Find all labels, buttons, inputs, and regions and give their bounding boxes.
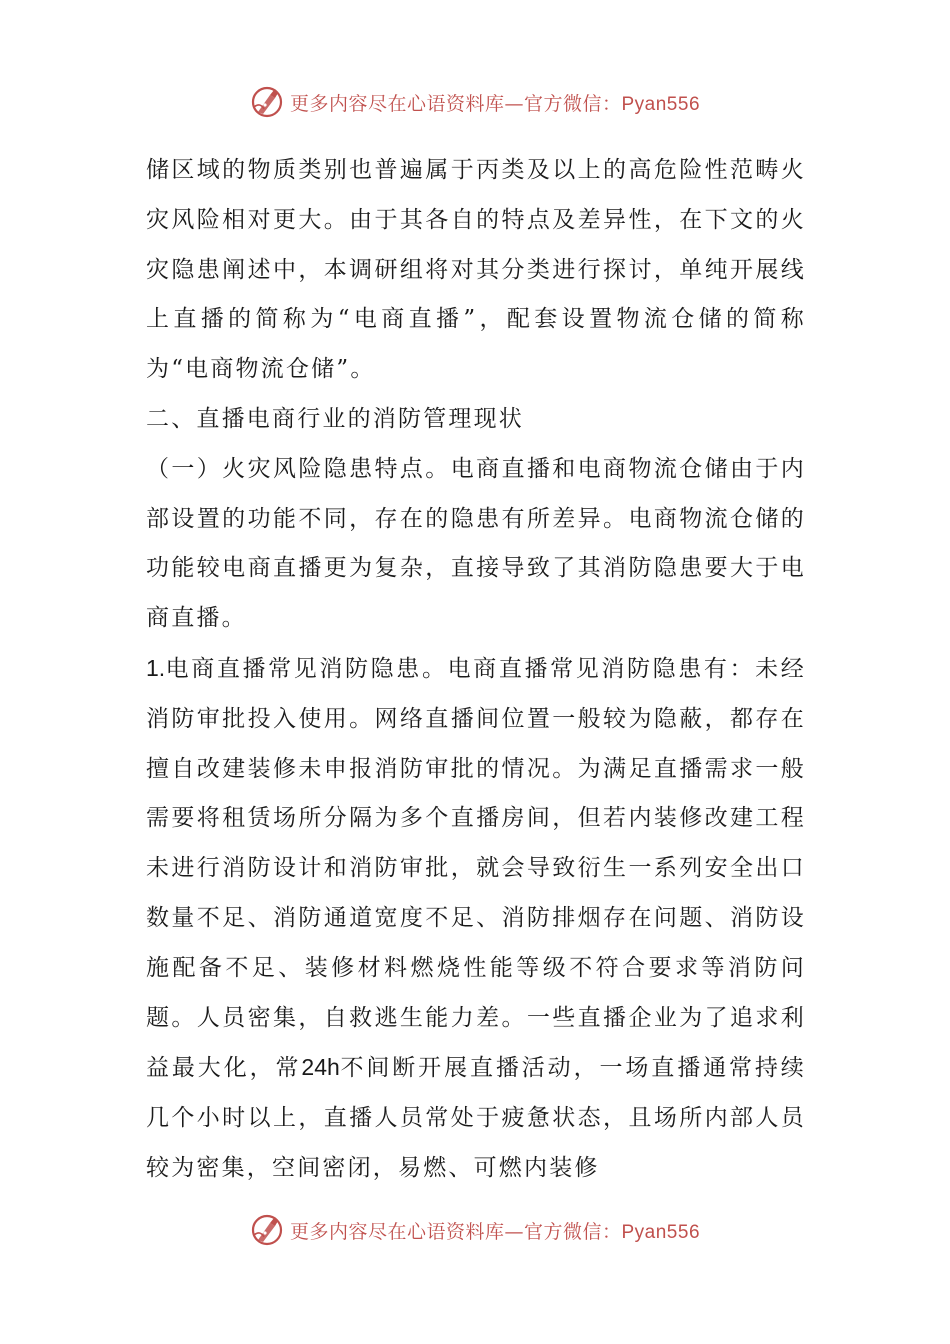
pen-nib-logo-icon [250, 1213, 284, 1247]
list-number: 1. [146, 654, 166, 681]
paragraph-risk-features: （一）火灾风险隐患特点。电商直播和电商物流仓储由于内部设置的功能不同，存在的隐患有所差异。电商物流仓储的功能较电商直播更为复杂，直接导致了其消防隐患要大于电商直播。 [146, 455, 806, 632]
watermark-text: 更多内容尽在心语资料库—官方微信：Pyan556 [289, 1220, 701, 1243]
watermark-text: 更多内容尽在心语资料库—官方微信：Pyan556 [289, 92, 701, 115]
footer-watermark [0, 1210, 950, 1250]
paragraph-livestream-hazards [146, 644, 806, 1194]
section-heading: 二、直播电商行业的消防管理现状 [146, 405, 524, 432]
pen-nib-logo-icon [250, 85, 284, 119]
paragraph-text-part1: 电商直播常见消防隐患。电商直播常见消防隐患有：未经消防审批投入使用。网络直播间位置一般较为隐蔽，都存在擅自改建装修未申报消防审批的情况。为满足直播需求一般需要将租赁场所分隔为多个直播房间，但若内装修改建工程未进行消防设计和消防审批，就会导致衍生一系列安全出口数量不足、消防通道宽度不足、消防排烟存在问题、消防设施配备不足、装修材料燃烧性能等级不符合要求等消防问题。人员密集，自救逃生能力差。一些直播企业为了追求利益最大化，常 [146, 655, 806, 1082]
paragraph-text-part2: 不间断开展直播活动，一场直播通常持续几个小时以上，直播人员常处于疲惫状态，且场所内部人员较为密集，空间密闭，易燃、可燃内装修 [146, 1055, 806, 1181]
header-watermark [0, 82, 950, 122]
document-body [146, 146, 806, 1194]
paragraph-intro: 储区域的物质类别也普遍属于丙类及以上的高危险性范畴火灾风险相对更大。由于其各自的特点及差异性，在下文的火灾隐患阐述中，本调研组将对其分类进行探讨，单纯开展线上直播的简称为“电商直播”，配套设置物流仓储的简称为“电商物流仓储”。 [146, 157, 806, 383]
duration-value: 24h [301, 1054, 340, 1081]
